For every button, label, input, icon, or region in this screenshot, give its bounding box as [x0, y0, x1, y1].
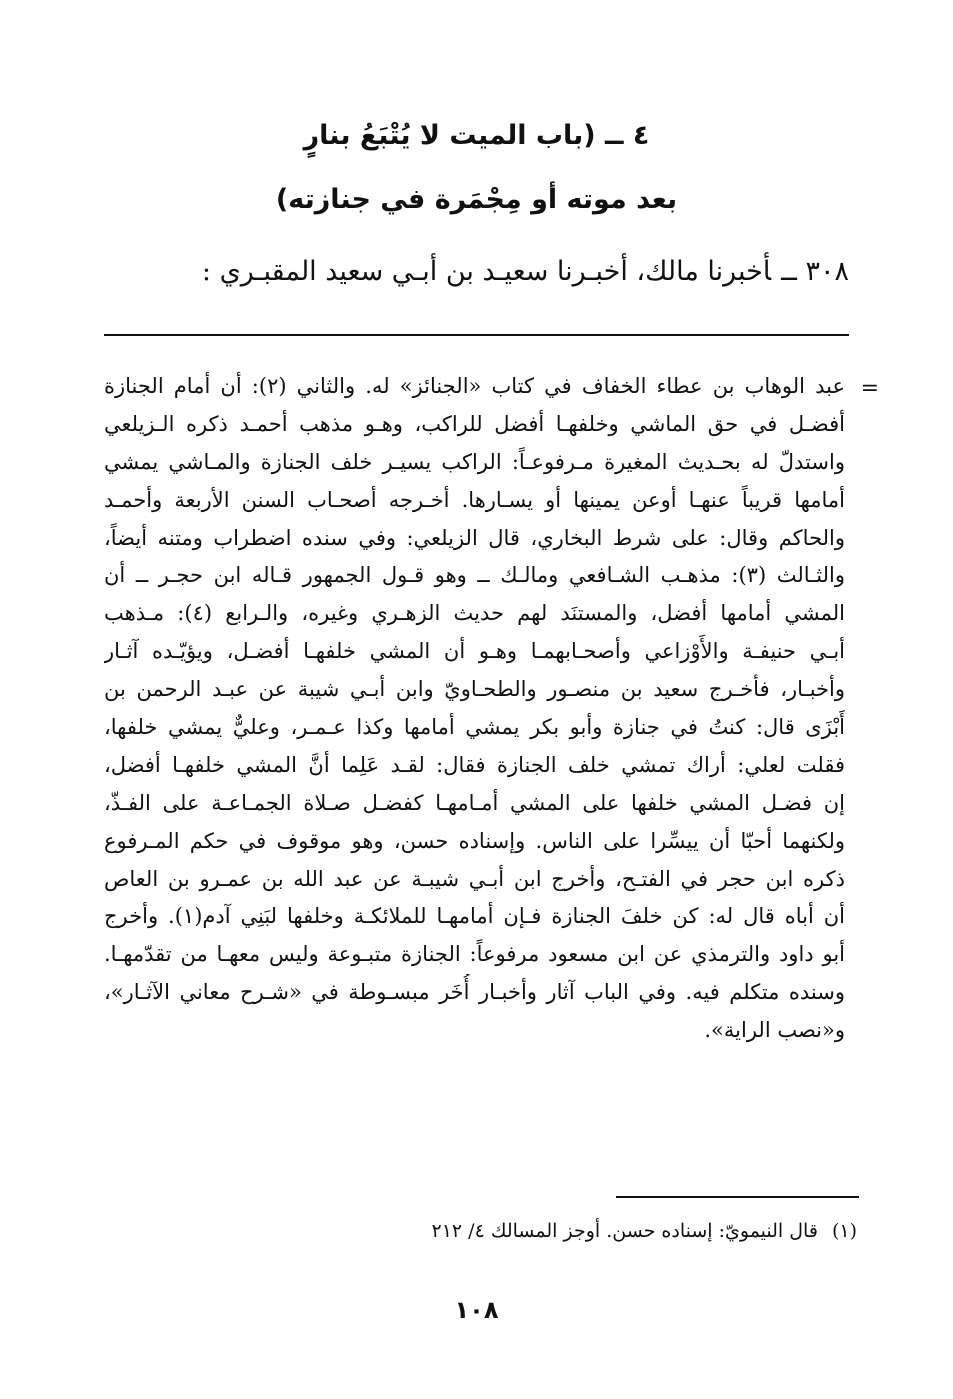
note-line: أن أباه قال له: كن خلفَ الجنازة فـإن أمامهـا للملائكـة وخلفها لبَنِي آدم(١). وأخرج [104, 904, 845, 929]
hadith-chain: أخبرنا مالك، أخبـرنا سعيـد بن أبـي سعيد المقبـري : [201, 256, 772, 287]
footnote [112, 1214, 857, 1248]
note-line: أبو داود والترمذي عن ابن مسعود مرفوعاً: الجنازة متبـوعة وليس معهـا من تقدّمهـا. [104, 942, 845, 967]
note-line: عبد الوهاب بن عطاء الخفاف في كتاب «الجنائز» له. والثاني (٢): أن أمام الجنازة [104, 374, 845, 398]
chapter-title-line-2: بعد موته أو مِجْمَرة في جنازته) [275, 184, 678, 215]
note-line: و«نصب الراية». [704, 1018, 845, 1043]
note-line: وسنده متكلم فيه. وفي الباب آثار وأخبـار أُخَر مبسـوطة في «شـرح معاني الآثـار»، [104, 980, 845, 1005]
note-line: فقلت لعلي: أراك تمشي خلف الجنازة فقال: لقـد عَلِما أنَّ المشي خلفهـا أفضل، [104, 752, 845, 777]
page-number: ١٠٨ [454, 1296, 499, 1324]
note-line: المشي أمامها أفضل، والمستنَد لهم حديث الزهـري وغيره، والـرابع (٤): مـذهب [104, 601, 845, 626]
footnote-marker: (١) [831, 1220, 857, 1242]
note-line: والحاكم وقال: على شرط البخاري، قال الزيلعي: وفي سنده اضطراب ومتنه أيضاً، [104, 525, 845, 550]
main-separator-rule [104, 334, 849, 336]
footnote-text: قال النيمويّ: إسناده حسن. أوجز المسالك ٤/ ٢١٢ [431, 1220, 818, 1242]
hadith-text [104, 248, 849, 296]
note-line: أبـي حنيفـة والأَوْزاعي وأصحـابهمـا وهـو أن المشي خلفهـا أفضـل، ويؤيّـده آثـار [104, 639, 845, 664]
note-continuation-mark: = [860, 376, 879, 401]
chapter-title [0, 104, 953, 232]
note-line: وأخبـار، فأخـرج سعيد بن منصـور والطحـاويّ وابن أبـي شيبة عن عبـد الرحمن بن [104, 677, 845, 702]
chapter-title-line-1: ٤ ــ (باب الميت لا يُتْبَعُ بنارٍ [303, 120, 650, 151]
note-line: ذكره ابن حجر في الفتـح، وأخرج ابن أبـي شيبـة عن عبد الله بن عمـرو بن العاص [104, 866, 845, 891]
note-line: ولكنهما أحبّا أن ييسِّرا على الناس. وإسناده حسن، وهو موقوف في حكم المـرفوع [104, 828, 845, 853]
note-line: أَبْزَى قال: كنتُ في جنازة وأبو بكر يمشي أمامها وكذا عـمـر، وعليٌّ يمشي خلفها، [104, 715, 845, 740]
note-line: أمامها قريباً عنهـا أوعن يمينها أو يسـارها. أخـرجه أصحـاب السنن الأربعة وأحمـد [104, 487, 845, 512]
hadith-number: ٣٠٨ ــ [781, 256, 849, 287]
note-line: إن فضـل المشي خلفها على المشي أمـامهـا كفضـل صـلاة الجمـاعـة على الفـذّ، [104, 790, 845, 815]
footnote-separator-rule [616, 1196, 859, 1198]
note-line: واستدلّ له بحـديث المغيرة مـرفوعـاً: الراكب يسيـر خلف الجنازة والمـاشي يمشي [104, 449, 845, 474]
commentary-note [104, 368, 845, 1050]
note-line: أفضـل في حق الماشي وخلفهـا أفضل للراكب، وهـو مذهب أحمـد ذكره الـزيلعي [104, 411, 845, 436]
note-line: والثـالث (٣): مذهـب الشـافعي ومالـك ــ وهو قـول الجمهور قـاله ابن حجـر ــ أن [104, 563, 845, 588]
